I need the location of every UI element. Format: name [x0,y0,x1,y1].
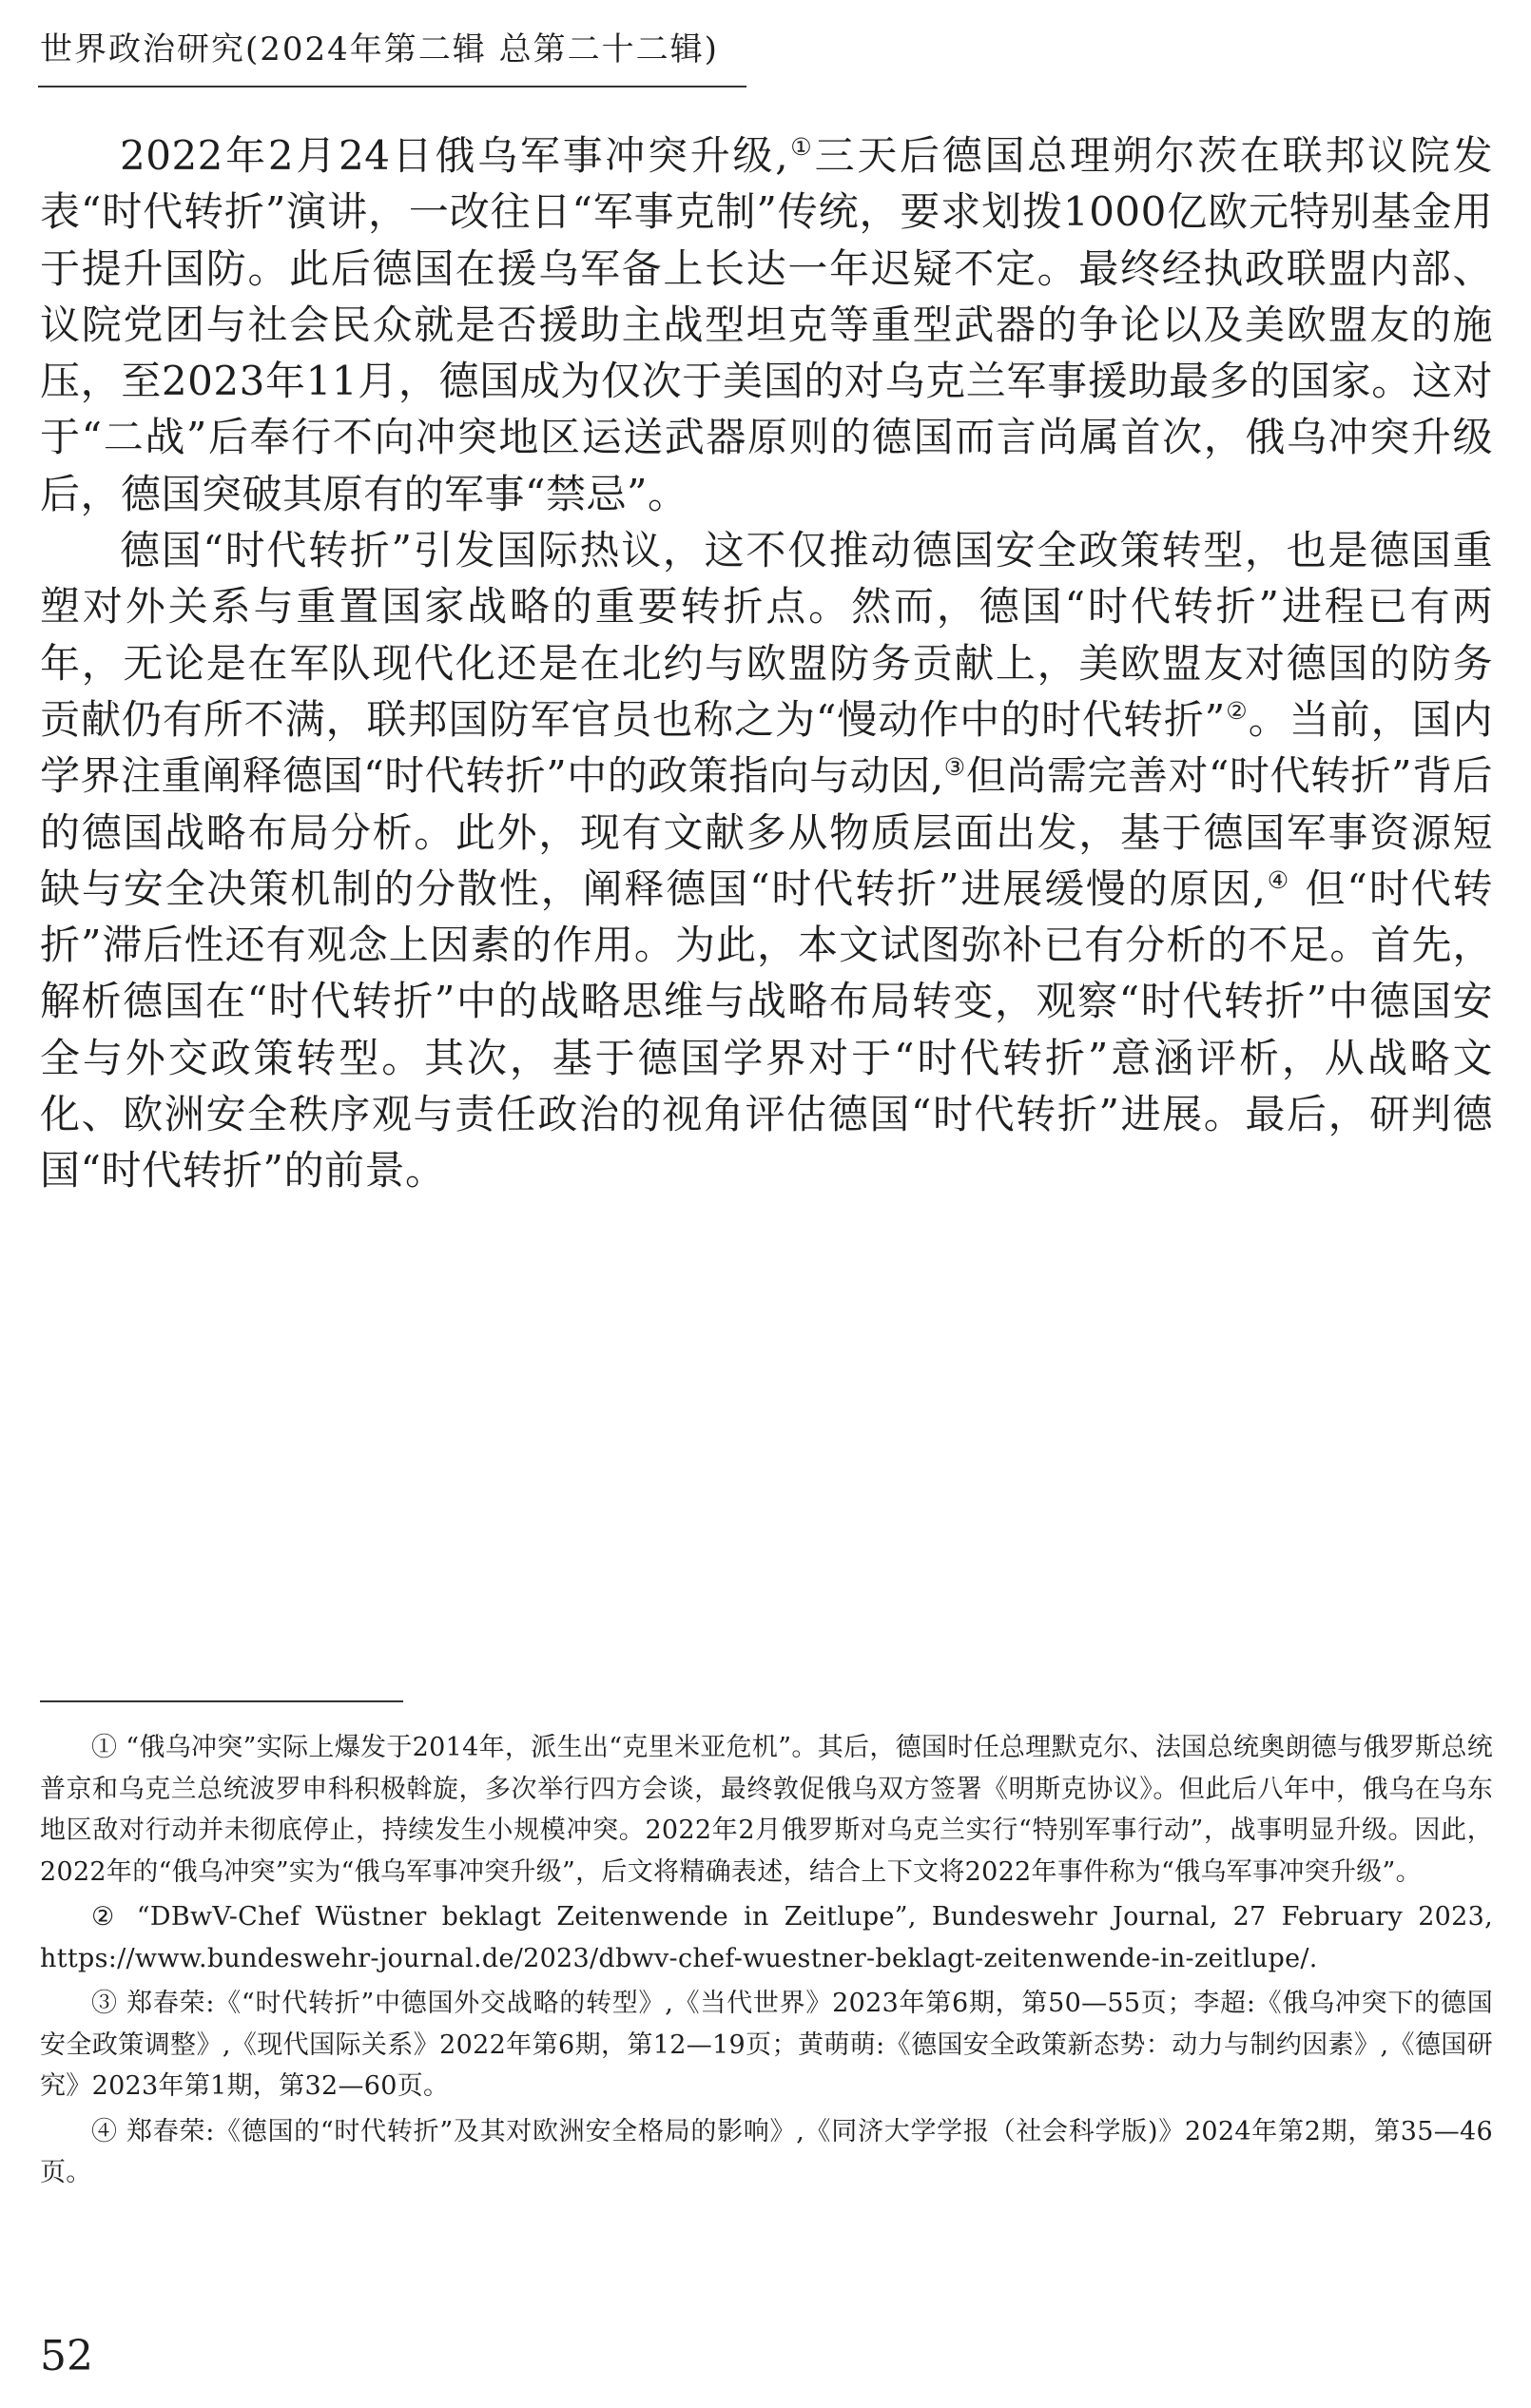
footnote: ③ 郑春荣:《“时代转折”中德国外交战略的转型》,《当代世界》2023年第6期，第50—55页；李超:《俄乌冲突下的德国安全政策调整》,《现代国际关系》2022年第6期，第12—19页；黄萌萌:《德国安全政策新态势：动力与制约因素》,《德国研究》2023年第1期，第32—60页。 [40,1989,1493,2101]
footnote-separator [40,1700,403,1702]
running-head: 世界政治研究(2024年第二辑 总第二十二辑) [40,30,719,68]
header-rule [38,86,746,87]
paragraph-text: 但尚需完善对“时代转折”背后的德国战略布局分析。此外，现有文献多从物质层面出发，基于德国军事资源短缺与安全决策机制的分散性，阐释德国“时代转折”进展缓慢的原因, [40,752,1493,912]
page-number: 52 [40,2332,93,2380]
footnote: ② “DBwV-Chef Wüstner beklagt Zeitenwende in Zeitlupe”, Bundeswehr Journal, 27 February 2023, https://www.bundeswehr-journal.de/2023/dbwv-chef-wuestner-beklagt-zeitenwende-in-zeitlupe/. [40,1902,1493,1973]
footnote: ④ 郑春荣:《德国的“时代转折”及其对欧洲安全格局的影响》,《同济大学学报（社会科学版)》2024年第2期，第35—46页。 [40,2116,1493,2187]
body-paragraph [40,522,1493,1199]
paragraph-text: 三天后德国总理朔尔茨在联邦议院发表“时代转折”演讲，一改往日“军事克制”传统，要求划拨1000亿欧元特别基金用于提升国防。此后德国在援乌军备上长达一年迟疑不定。最终经执政联盟内部、议院党团与社会民众就是否援助主战型坦克等重型武器的争论以及美欧盟友的施压，至2023年11月，德国成为仅次于美国的对乌克兰军事援助最多的国家。这对于“二战”后奉行不向冲突地区运送武器原则的德国而言尚属首次，俄乌冲突升级后，德国突破其原有的军事“禁忌”。 [40,132,1493,517]
paragraph-text: 。当前，国内学界注重阐释德国“时代转折”中的政策指向与动因, [40,695,1493,800]
paragraph-text: 德国“时代转折”引发国际热议，这不仅推动德国安全政策转型，也是德国重塑对外关系与重置国家战略的重要转折点。然而，德国“时代转折”进程已有两年，无论是在军队现代化还是在北约与欧盟防务贡献上，美欧盟友对德国的防务贡献仍有所不满，联邦国防军官员也称之为“慢动作中的时代转折” [40,527,1493,743]
footnote-ref[interactable]: ② [1225,696,1249,725]
footnote-ref[interactable]: ④ [1266,865,1291,894]
footnote: ① “俄乌冲突”实际上爆发于2014年，派生出“克里米亚危机”。其后，德国时任总理默克尔、法国总统奥朗德与俄罗斯总统普京和乌克兰总统波罗申科积极斡旋，多次举行四方会谈，最终敦促俄乌双方签署《明斯克协议》。但此后八年中，俄乌在乌东地区敌对行动并未彻底停止，持续发生小规模冲突。2022年2月俄罗斯对乌克兰实行“特别军事行动”，战事明显升级。因此，2022年的“俄乌冲突”实为“俄乌军事冲突升级”，后文将精确表述，结合上下文将2022年事件称为“俄乌军事冲突升级”。 [40,1733,1493,1887]
footnote-ref[interactable]: ① [788,132,815,161]
body-text [40,127,1493,1199]
paragraph-text: 2022年2月24日俄乌军事冲突升级, [120,132,789,179]
paragraph-text: 但“时代转折”滞后性还有观念上因素的作用。为此，本文试图弥补已有分析的不足。首先，解析德国在“时代转折”中的战略思维与战略布局转变，观察“时代转折”中德国安全与外交政策转型。其次，基于德国学界对于“时代转折”意涵评析，从战略文化、欧洲安全秩序观与责任政治的视角评估德国“时代转折”进展。最后，研判德国“时代转折”的前景。 [40,864,1493,1194]
body-paragraph [40,127,1493,522]
footnote-ref[interactable]: ③ [943,753,966,782]
footnotes [40,1727,1493,2198]
